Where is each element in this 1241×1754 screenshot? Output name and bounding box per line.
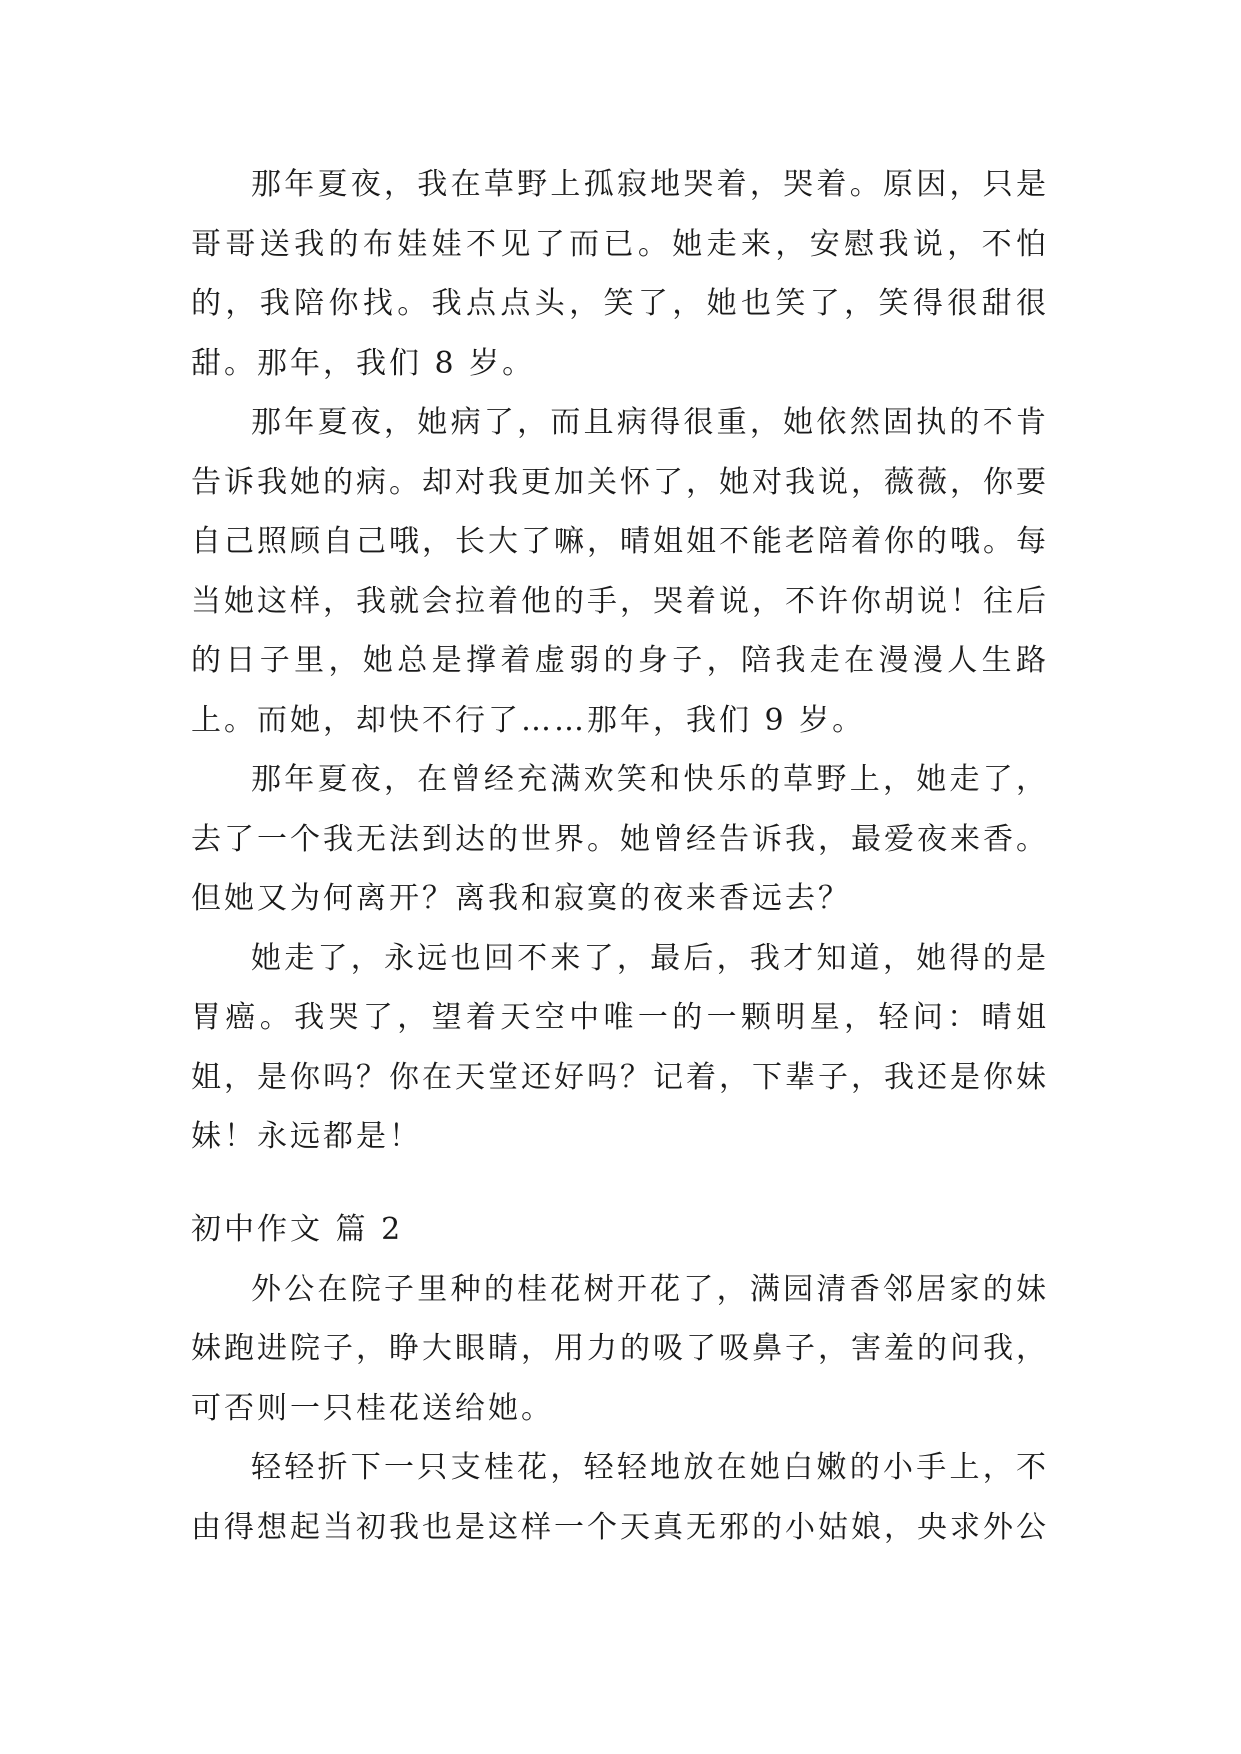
essay-section-2 (191, 1200, 1049, 1557)
essay-heading: 初中作文 篇 2 (191, 1212, 404, 1247)
paragraph: 那年夏夜，我在草野上孤寂地哭着，哭着。原因，只是哥哥送我的布娃娃不见了而已。她走来，安慰我说，不怕的，我陪你找。我点点头，笑了，她也笑了，笑得很甜很甜。那年，我们 8 岁。 (191, 167, 1049, 381)
paragraph: 那年夏夜，她病了，而且病得很重，她依然固执的不肯告诉我她的病。却对我更加关怀了，她对我说，薇薇，你要自己照顾自己哦，长大了嘛，晴姐姐不能老陪着你的哦。每当她这样，我就会拉着他的手，哭着说，不许你胡说！往后的日子里，她总是撑着虚弱的身子，陪我走在漫漫人生路上。而她，却快不行了……那年，我们 9 岁。 (191, 405, 1049, 738)
essay-section-1 (191, 155, 1049, 1167)
paragraph: 她走了，永远也回不来了，最后，我才知道，她得的是胃癌。我哭了，望着天空中唯一的一颗明星，轻问：晴姐姐，是你吗？你在天堂还好吗？记着，下辈子，我还是你妹妹！永远都是！ (191, 940, 1049, 1154)
paragraph: 轻轻折下一只支桂花，轻轻地放在她白嫩的小手上，不由得想起当初我也是这样一个天真无邪的小姑娘，央求外公 (191, 1450, 1049, 1545)
paragraph: 外公在院子里种的桂花树开花了，满园清香邻居家的妹妹跑进院子，睁大眼睛，用力的吸了吸鼻子，害羞的问我，可否则一只桂花送给她。 (191, 1271, 1049, 1426)
paragraph: 那年夏夜，在曾经充满欢笑和快乐的草野上，她走了，去了一个我无法到达的世界。她曾经告诉我，最爱夜来香。但她又为何离开？离我和寂寞的夜来香远去？ (191, 762, 1049, 916)
